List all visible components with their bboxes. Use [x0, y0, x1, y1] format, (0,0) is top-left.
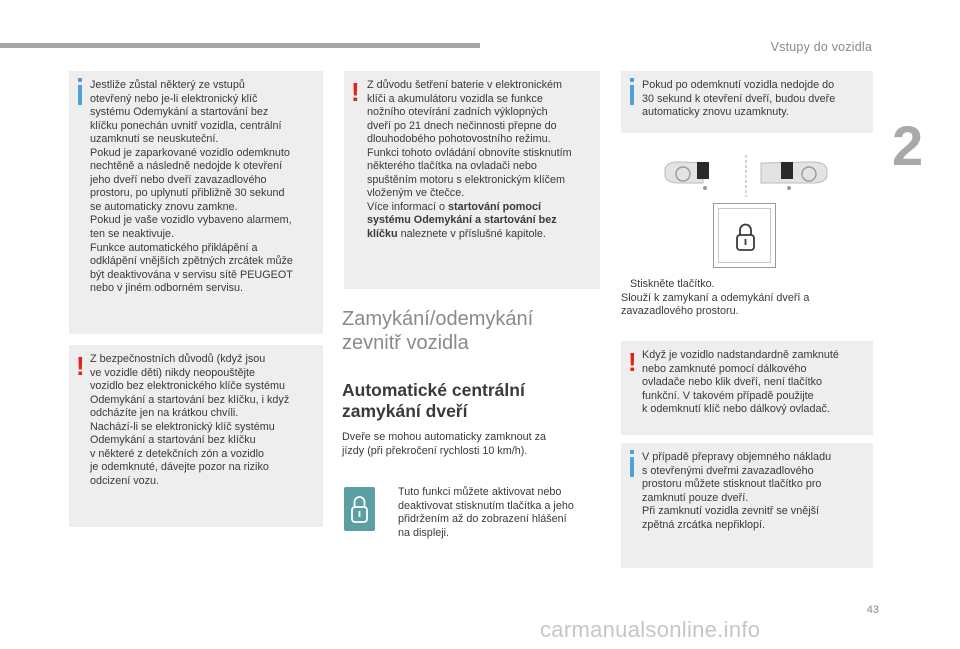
warning-box-text: Z bezpečnostních důvodů (když jsou ve vozidle děti) nikdy neopouštějte vozidlo bez elektronického klíče systému Odemykání a startování bez klíčku, i když odcházíte jen na krátkou chvíli. Nachází-li se elektronický klíč systému Odemykání a startování bez klíčku v některé z detekčních zón a vozidlo je odemknuté, dávejte pozor na riziko odcizení vozu.: [90, 353, 290, 487]
lock-icon: [344, 487, 375, 531]
instruction-text: Stiskněte tlačítko. Slouží k zamykaní a odemykání dveří a zavazadlového prostoru.: [621, 278, 810, 318]
lock-icon: [719, 209, 772, 264]
info-box-cargo: [621, 443, 873, 568]
warning-box-deadlock: ! Když je vozidlo nadstandardně zamknuté nebo zamknuté pomocí dálkového ovladače nebo klik dveří, není tlačítko funkční. V takovém případě použijte k odemknutí klíč nebo dálkový ovladač.: [621, 341, 873, 435]
warning-box-children: ! Z bezpečnostních důvodů (když jsou ve vozidle děti) nikdy neopouštějte vozidlo bez elektronického klíče systému Odemykání a startování bez klíčku, i když odcházíte jen na krátkou chvíli. Nachází-li se elektronický klíč systému Odemykání a startování bez klíčku v některé z detekčních zón a vozidlo je odemknuté, dávejte pozor na riziko odcizení vozu.: [69, 345, 323, 527]
dashboard-illustration: [661, 155, 831, 200]
top-progress-bar: [0, 43, 480, 48]
warning-box-text: Když je vozidlo nadstandardně zamknuté nebo zamknuté pomocí dálkového ovladače nebo klik dveří, není tlačítko funkční. V takovém případě použijte k odemknutí klíč nebo dálkový ovladač.: [642, 349, 839, 416]
chapter-number: 2: [892, 114, 924, 177]
central-lock-button[interactable]: [713, 203, 776, 268]
warning-box-text: Z důvodu šetření baterie v elektronickém klíči a akumulátoru vozidla se funkce nožního otevírání zadních výklopných dveří po 21 dnech nečinnosti přepne do dlouhodobého pohotovostního režimu. Funkci tohoto ovládání obnovíte stisknutím některého tlačítka na ovladači nebo spuštěním motoru s elektronickým klíčem vloženým ve čtečce. Více informací o startování pomocí systému Odemykání a startování bez klíčku naleznete v příslušné kapitole.: [367, 79, 572, 241]
info-box-text: Jestliže zůstal některý ze vstupů otevřený nebo je-li elektronický klíč systému Odemykání a startování bez klíčku ponechán uvnitř vozidla, centrální uzamknutí se neuskuteční. Pokud je zaparkované vozidlo odemknuto nechtěně a následně nedojde k otevření jeho dveří nebo dveří zavazadlového prostoru, po uplynutí přibližně 30 sekund se automaticky znovu zamkne. Pokud je vaše vozidlo vybaveno alarmem, ten se neaktivuje. Funkce automatického přiklápění a odklápění vnějších zpětných zrcátek může být deaktivována v servisu sítě PEUGEOT nebo v jiném odborném servisu.: [90, 79, 293, 295]
body-text: Dveře se mohou automaticky zamknout za jízdy (při překročení rychlosti 10 km/h).: [342, 431, 547, 457]
info-box-text: V případě přepravy objemného nákladu s otevřenými dveřmi zavazadlového prostoru můžete stisknout tlačítko pro zamknutí pouze dveří. Při zamknutí vozidla zevnitř se vnější zpětná zrcátka nepřiklopí.: [642, 451, 832, 531]
info-box-keyless: [69, 71, 323, 334]
note-text: Tuto funkci můžete aktivovat nebo deaktivovat stisknutím tlačítka a jeho přidržením až do zobrazení hlášení na displeji.: [398, 486, 574, 539]
section-title: Vstupy do vozidla: [770, 40, 872, 54]
info-box-relock: [621, 71, 873, 133]
subsection-heading: Automatické centrální zamykání dveří: [342, 380, 525, 421]
watermark: carmanualsonline.info: [540, 617, 761, 642]
warning-box-battery: ! Z důvodu šetření baterie v elektronickém klíči a akumulátoru vozidla se funkce nožního otevírání zadních výklopných dveří po 21 dnech nečinnosti přepne do dlouhodobého pohotovostního režimu. Funkci tohoto ovládání obnovíte stisknutím některého tlačítka na ovladači nebo spuštěním motoru s elektronickým klíčem vloženým ve čtečce. Více informací o startování pomocí systému Odemykání a startování bez klíčku naleznete v příslušné kapitole.: [344, 71, 600, 289]
section-heading: Zamykání/odemykání zevnitř vozidla: [342, 308, 534, 354]
page-number: 43: [866, 604, 879, 616]
info-box-text: Pokud po odemknutí vozidla nedojde do 30 sekund k otevření dveří, budou dveře automaticky znovu uzamknuty.: [642, 79, 836, 119]
